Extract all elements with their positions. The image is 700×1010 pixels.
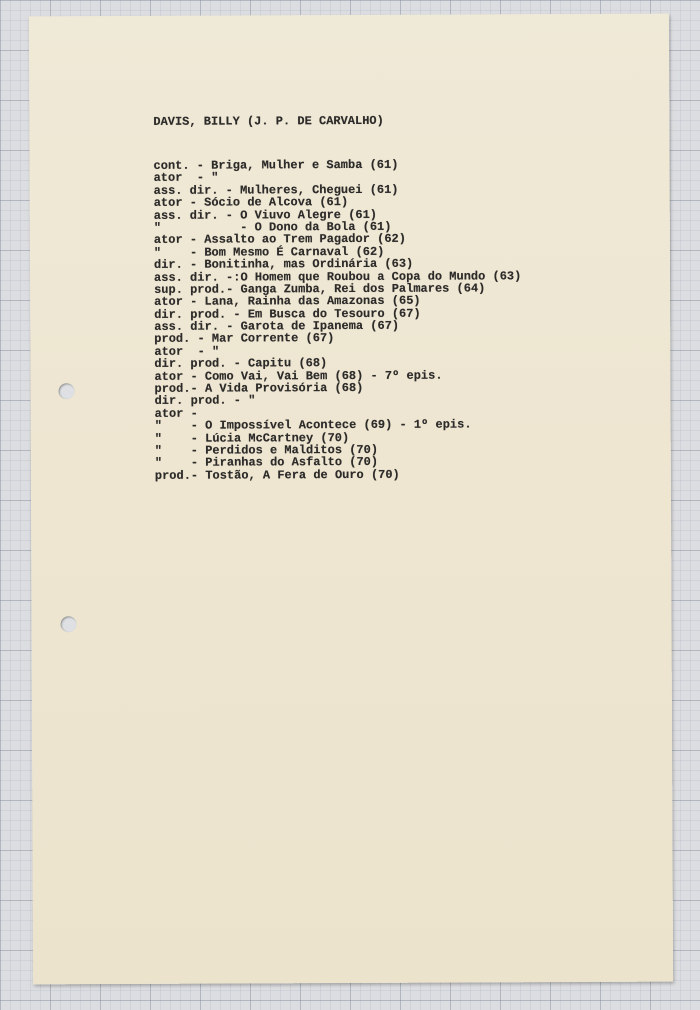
filmography-entry: ass. dir. - O Viuvo Alegre (61) <box>153 207 378 223</box>
filmography-entry: " - Perdidos e Malditos (70) <box>154 442 379 458</box>
filmography-entry: " - Piranhas do Asfalto (70) <box>154 455 379 471</box>
filmography-entry: prod. - Mar Corrente (67) <box>154 331 335 347</box>
filmography-entry: prod.- Tostão, A Fera de Ouro (70) <box>154 467 400 483</box>
filmography-entry: ator - " <box>154 344 220 359</box>
filmography-entry: cont. - Briga, Mulher e Samba (61) <box>153 157 399 173</box>
filmography-entry: ass. dir. - Mulheres, Cheguei (61) <box>153 182 399 198</box>
filmography-entry: " - Lúcia McCartney (70) <box>154 430 350 446</box>
filmography-entry: dir. prod. - " <box>154 393 256 409</box>
record-heading: DAVIS, BILLY (J. P. DE CARVALHO) <box>153 113 384 129</box>
document-sheet <box>29 14 673 985</box>
filmography-entry: ator - <box>154 406 198 421</box>
filmography-entry: ator - Sócio de Alcova (61) <box>153 195 349 211</box>
filmography-entry: " - Bom Mesmo É Carnaval (62) <box>153 244 385 260</box>
filmography-entry: ator - Lana, Rainha das Amazonas (65) <box>154 293 421 310</box>
filmography-list <box>154 158 655 482</box>
filmography-entry: " - O Dono da Bola (61) <box>153 219 392 235</box>
filmography-entry: ator - Como Vai, Vai Bem (68) - 7º epis. <box>154 368 443 384</box>
typed-text-block <box>153 113 655 482</box>
filmography-entry: ator - Assalto ao Trem Pagador (62) <box>153 232 406 248</box>
punch-hole-lower <box>61 616 77 632</box>
filmography-entry: dir. - Bonitinha, mas Ordinária (63) <box>153 256 414 272</box>
filmography-entry: sup. prod.- Ganga Zumba, Rei dos Palmares (64) <box>154 281 486 297</box>
filmography-entry: dir. prod. - Capitu (68) <box>154 356 328 372</box>
filmography-entry: ass. dir. - Garota de Ipanema (67) <box>154 318 400 334</box>
filmography-entry: dir. prod. - Em Busca do Tesouro (67) <box>154 306 421 322</box>
punch-hole-upper <box>58 383 74 399</box>
filmography-entry: ator - " <box>153 170 219 186</box>
filmography-entry: prod.- A Vida Provisória (68) <box>154 380 364 396</box>
filmography-entry: " - O Impossível Acontece (69) - 1º epis. <box>154 417 472 434</box>
filmography-entry: ass. dir. -:O Homem que Roubou a Copa do Mundo (63) <box>154 268 522 285</box>
